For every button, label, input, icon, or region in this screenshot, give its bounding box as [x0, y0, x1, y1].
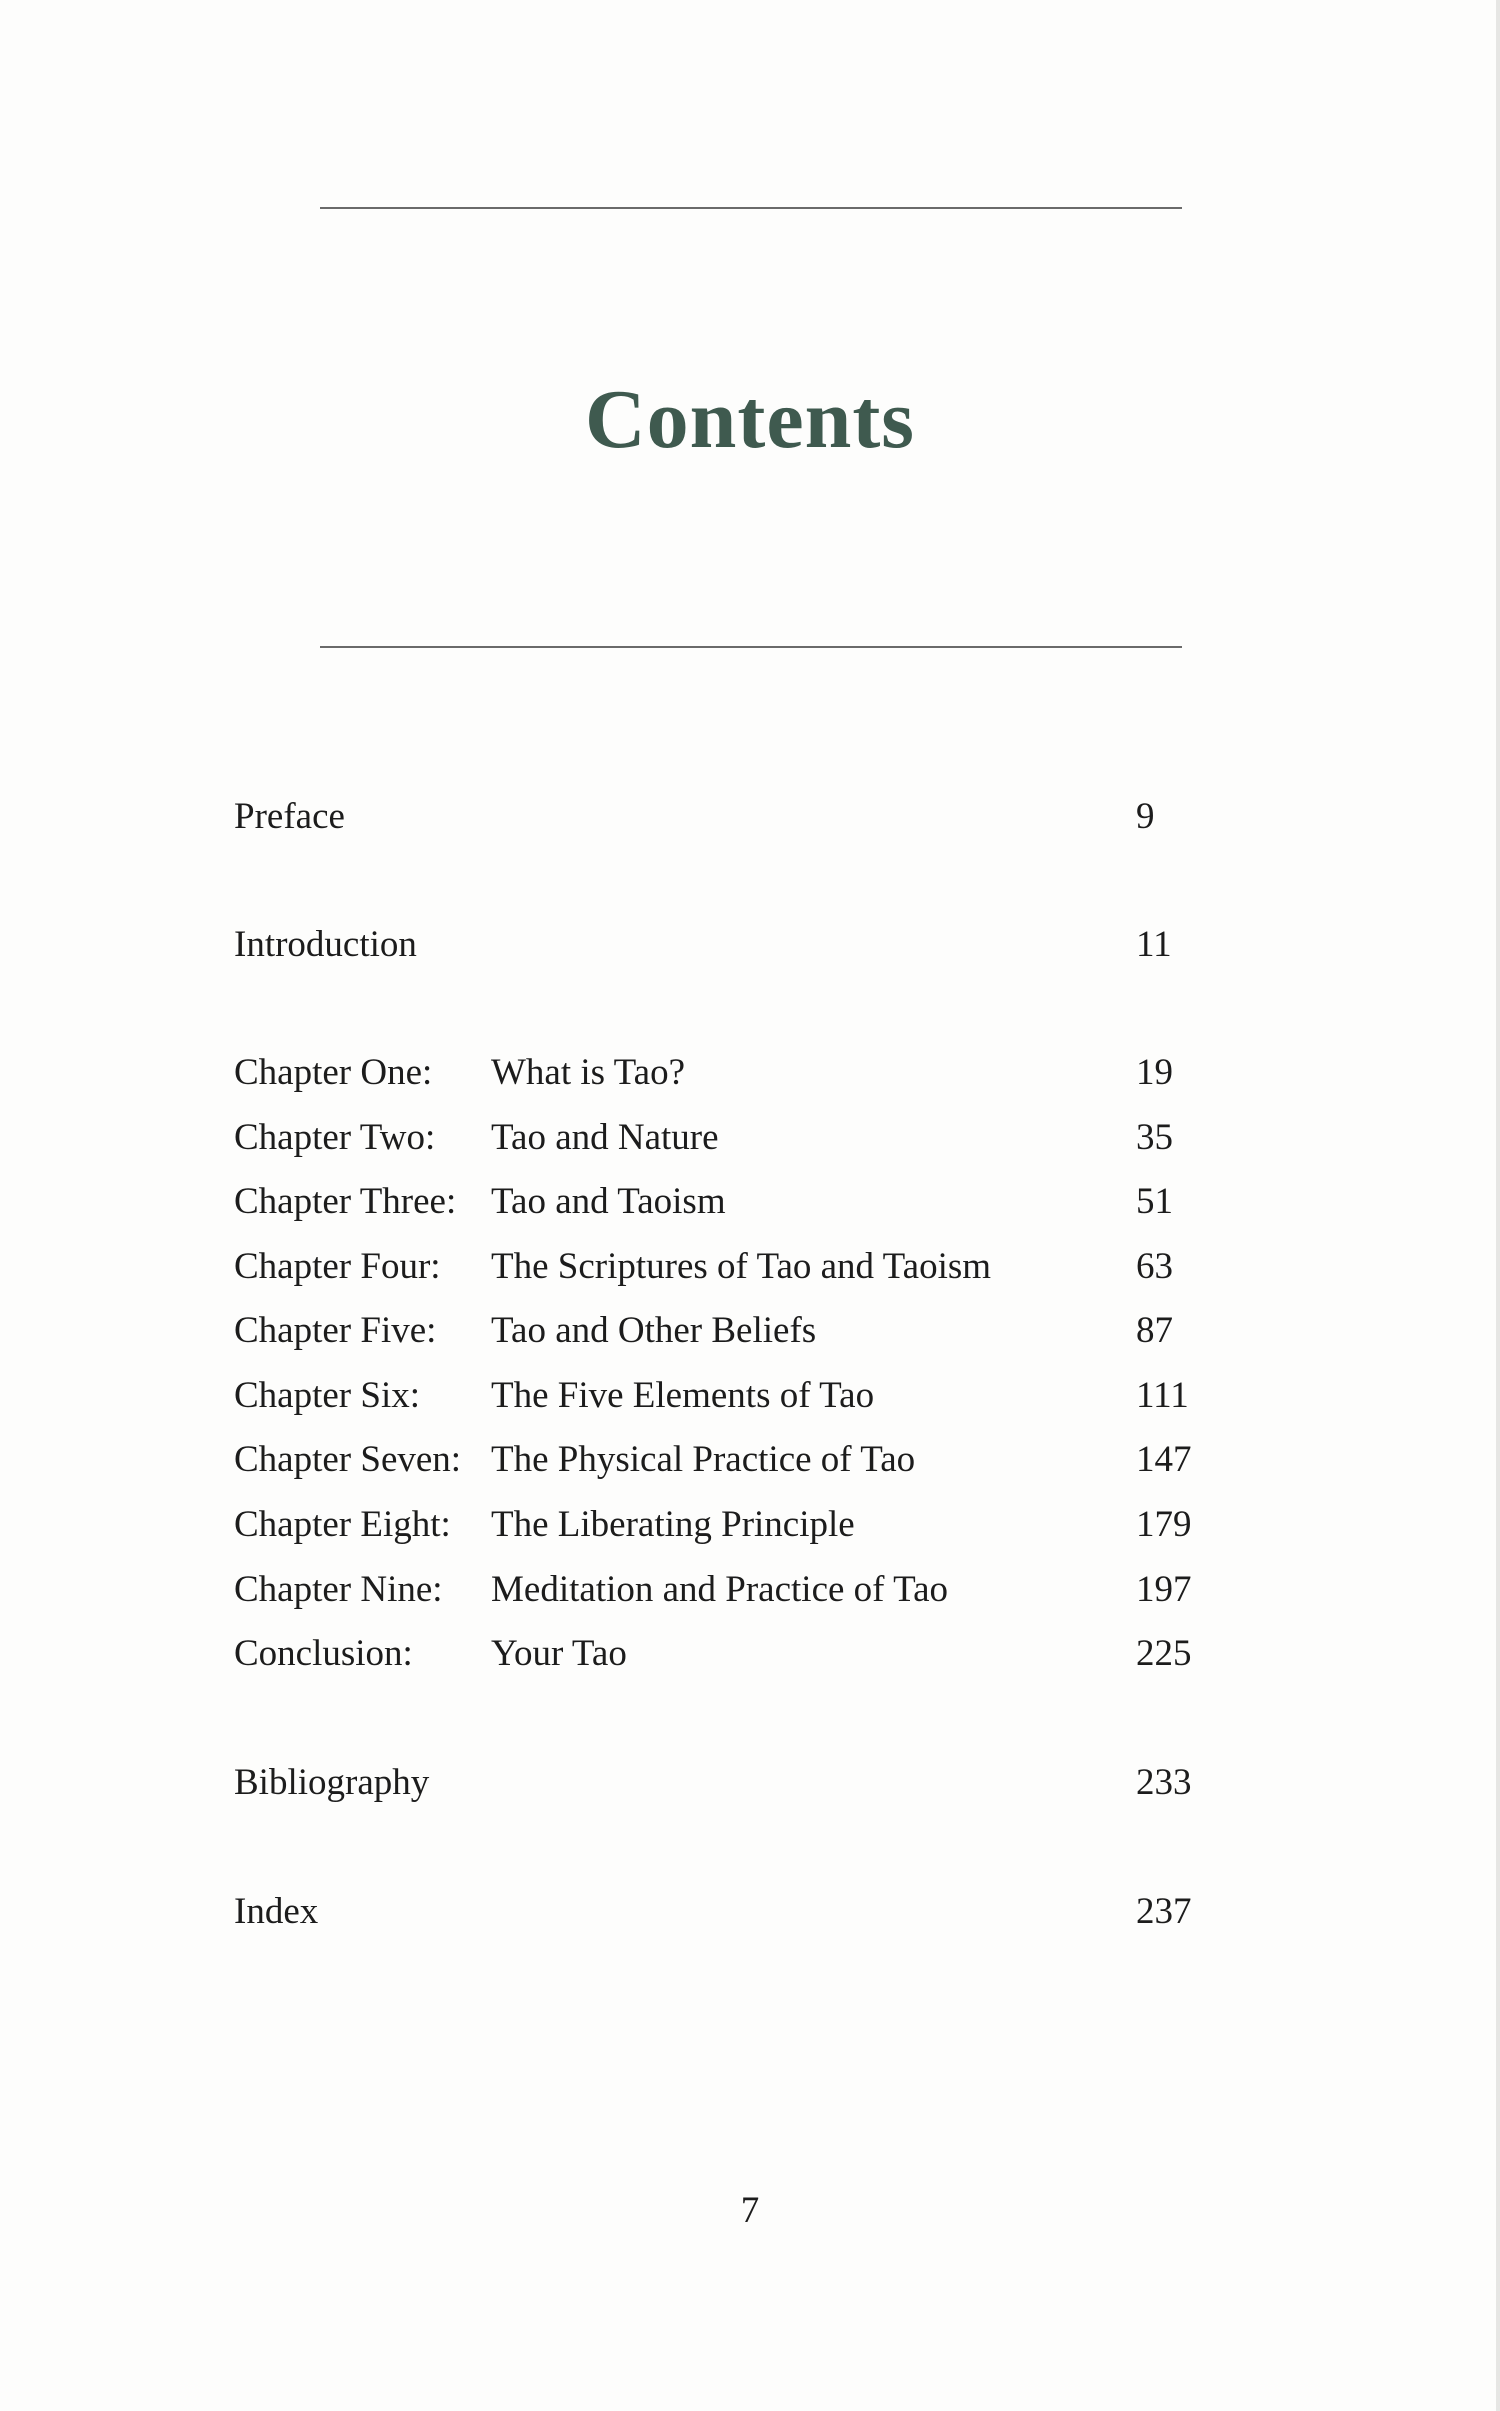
toc-entry-chapter-eight: [234, 1500, 1234, 1550]
toc-entry-index: [234, 1887, 1234, 1937]
toc-entry-label: Chapter Five:: [234, 1310, 437, 1351]
toc-entry-page: 35: [1136, 1117, 1173, 1158]
toc-entry-page: 87: [1136, 1310, 1173, 1351]
toc-entry-label: Chapter Three:: [234, 1181, 457, 1222]
toc-entry-label: Introduction: [234, 924, 417, 965]
toc-entry-introduction: [234, 920, 1234, 970]
toc-entry-page: 19: [1136, 1052, 1173, 1093]
top-rule: [320, 207, 1182, 209]
toc-entry-page: 147: [1136, 1439, 1192, 1480]
toc-entry-page: 11: [1136, 924, 1172, 965]
toc-entry-chapter-three: [234, 1177, 1234, 1227]
toc-entry-title: The Physical Practice of Tao: [491, 1439, 916, 1480]
toc-entry-bibliography: [234, 1758, 1234, 1808]
toc-entry-page: 237: [1136, 1891, 1192, 1932]
toc-entry-title: The Scriptures of Tao and Taoism: [491, 1246, 992, 1287]
toc-entry-label: Chapter One:: [234, 1052, 433, 1093]
toc-entry-title: Your Tao: [491, 1633, 627, 1674]
toc-entry-page: 233: [1136, 1762, 1192, 1803]
page-title: Contents: [584, 373, 915, 466]
toc-entry-label: Conclusion:: [234, 1633, 413, 1674]
toc-entry-label: Chapter Two:: [234, 1117, 436, 1158]
toc-entry-page: 225: [1136, 1633, 1192, 1674]
toc-entry-page: 51: [1136, 1181, 1173, 1222]
title-underline-rule: [320, 646, 1182, 648]
toc-entry-title: The Five Elements of Tao: [491, 1375, 875, 1416]
toc-entry-chapter-four: [234, 1242, 1234, 1292]
toc-entry-label: Index: [234, 1891, 319, 1932]
toc-entry-title: What is Tao?: [491, 1052, 685, 1093]
toc-entry-title: The Liberating Principle: [491, 1504, 855, 1545]
toc-entry-label: Bibliography: [234, 1762, 430, 1803]
toc-entry-conclusion: [234, 1629, 1234, 1679]
toc-entry-page: 197: [1136, 1569, 1192, 1610]
toc-entry-page: 63: [1136, 1246, 1173, 1287]
page-number: 7: [740, 2190, 760, 2231]
toc-entry-chapter-seven: [234, 1435, 1234, 1485]
toc-entry-page: 179: [1136, 1504, 1192, 1545]
toc-entry-label: Chapter Nine:: [234, 1569, 443, 1610]
toc-entry-label: Preface: [234, 796, 345, 837]
toc-entry-label: Chapter Seven:: [234, 1439, 462, 1480]
toc-entry-title: Tao and Nature: [491, 1117, 719, 1158]
toc-entry-title: Meditation and Practice of Tao: [491, 1569, 949, 1610]
toc-entry-page: 111: [1136, 1375, 1189, 1416]
toc-entry-label: Chapter Six:: [234, 1375, 421, 1416]
toc-entry-page: 9: [1136, 796, 1155, 837]
toc-entry-chapter-nine: [234, 1565, 1234, 1615]
toc-entry-chapter-five: [234, 1306, 1234, 1356]
toc-entry-label: Chapter Four:: [234, 1246, 441, 1287]
toc-entry-preface: [234, 792, 1234, 842]
toc-entry-title: Tao and Other Beliefs: [491, 1310, 817, 1351]
toc-entry-title: Tao and Taoism: [491, 1181, 726, 1222]
page-edge-shadow: [1496, 0, 1500, 2411]
toc-entry-chapter-one: [234, 1048, 1234, 1098]
toc-entry-chapter-two: [234, 1113, 1234, 1163]
toc-entry-label: Chapter Eight:: [234, 1504, 451, 1545]
toc-entry-chapter-six: [234, 1371, 1234, 1421]
